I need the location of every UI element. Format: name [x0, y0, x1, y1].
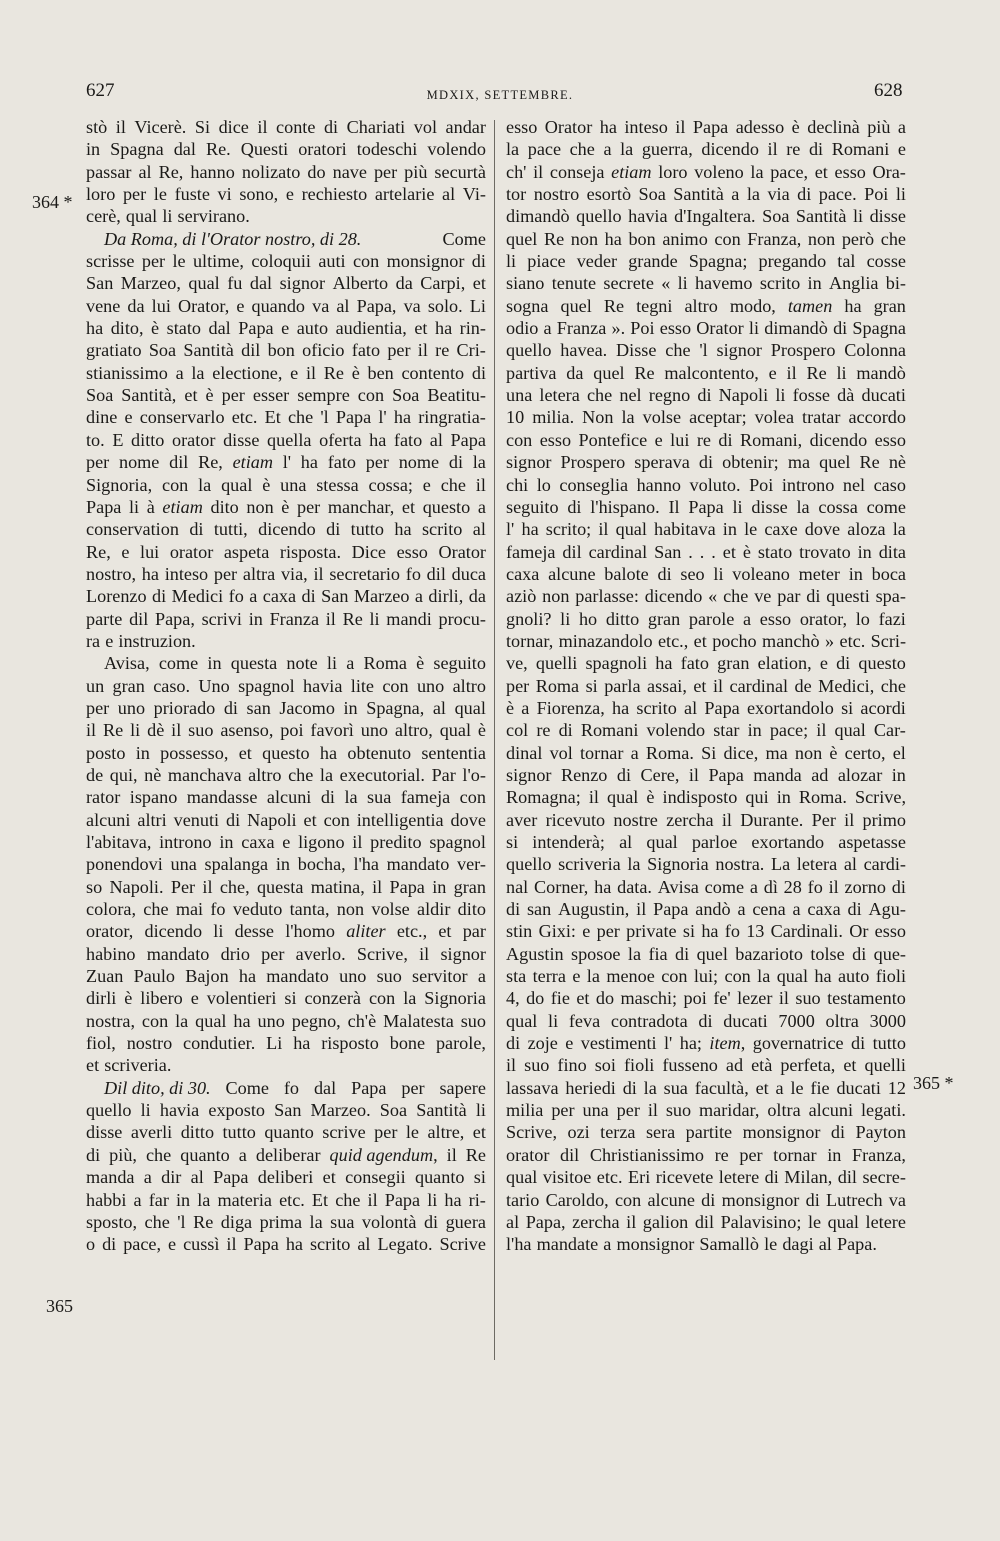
text-line: per uno priorado di san Jacomo in Spagna, al qual — [86, 697, 486, 718]
text-line: Soa Santità, et è per esser sempre con Soa Beatitu- — [86, 385, 486, 406]
text-line: di zoje e vestimenti l' ha; item, governatrice di tutto — [506, 1033, 906, 1054]
text-line: tornar, minazandolo etc., et pocho manchò » etc. Scri- — [506, 630, 906, 651]
page-number-left: 627 — [86, 80, 115, 101]
text-line: nostra, con la qual ha uno pegno, ch'è Malatesta suo — [86, 1010, 486, 1031]
text-line: col re di Romani volendo star in pace; il qual Car- — [506, 720, 906, 741]
text-line: Zuan Paulo Bajon ha mandato uno suo servitor a — [86, 966, 486, 987]
text-line: il Re li dè il suo asenso, poi favorì uno altro, qual è — [86, 720, 486, 741]
text-line: habbi a far in la materia etc. Et che il Papa li ha ri- — [86, 1189, 486, 1210]
text-line: Romagna; il qual è indisposto qui in Roma. Scrive, — [506, 787, 906, 808]
text-line: stianissimo a la electione, e il Re è ben contento di — [86, 362, 486, 383]
text-line: il suo fino soi fioli fusseno ad età perfeta, et quelli — [506, 1055, 906, 1076]
text-line: posto in possesso, et questo ha obtenuto sententia — [86, 742, 486, 763]
text-line: conservation di tutti, dicendo di tutto ha scrito al — [86, 519, 486, 540]
text-line: parte dil Papa, scrivi in Franza il Re li mandi procu- — [86, 608, 486, 629]
text-line: nostro, ha inteso per altra via, il secretario fo dil duca — [86, 563, 486, 584]
text-line: Papa li à etiam dito non è per manchar, et questo a — [86, 496, 486, 517]
text-line: ve, quelli spagnoli ha fato gran elation, e di questo — [506, 653, 906, 674]
running-title: MDXIX, SETTEMBRE. — [426, 88, 574, 102]
text-line: so Napoli. Per il che, questa matina, il Papa in gran — [86, 876, 486, 897]
text-line: per nome dil Re, etiam l' ha fato per nome di la — [86, 452, 486, 473]
text-line: rator ispano mandasse alcuni di la sua fameja con — [86, 787, 486, 808]
text-line: 4, do fie et do maschi; poi fe' lezer il suo testamento — [506, 988, 906, 1009]
text-line: scrisse per le ultime, coloquii auti con monsignor di — [86, 251, 486, 272]
text-column-right — [506, 116, 906, 1256]
text-line: lassava heriedi di la sua facultà, et a le fie ducati 12 — [506, 1077, 906, 1098]
text-line: signor Prospero sperava di obtenir; ma quel Re nè — [506, 452, 906, 473]
text-line: siano tenute secrete « li havemo scrito in Anglia bi- — [506, 273, 906, 294]
text-line: per Roma si parla assai, et il cardinal de Medici, che — [506, 675, 906, 696]
text-line: dimandò quello havia d'Ingaltera. Soa Santità li disse — [506, 206, 906, 227]
text-line: loro per le fuste vi sono, e rechiesto artelarie al Vi- — [86, 184, 486, 205]
text-line: sogna quel Re tegni altro modo, tamen ha gran — [506, 295, 906, 316]
text-line: manda a dir al Papa deliberi et consegii quanto si — [86, 1167, 486, 1188]
text-line: signor Renzo di Cere, il Papa manda ad alozar in — [506, 764, 906, 785]
text-line: si intenderà; al qual parloe exortando aspetasse — [506, 832, 906, 852]
text-line: Re, e lui orator aspeta risposta. Dice esso Orator — [86, 541, 486, 562]
text-line: dinal vol tornar a Roma. Si dice, ma non è certo, el — [506, 742, 906, 763]
text-line: nal Corner, ha data. Avisa come a dì 28 fo il zorno di — [506, 876, 906, 897]
text-line: stò il Vicerè. Si dice il conte di Chariati vol andar — [86, 117, 486, 137]
text-line: sposto, che 'l Re diga prima la sua volontà di guera — [86, 1211, 486, 1232]
text-line: passar al Re, hanno nolizato do nave per più securtà — [86, 161, 486, 182]
margin-note-left-top: 364 * — [32, 192, 73, 212]
text-line: chi lo conseglia hanno voluto. Poi introno nel caso — [506, 474, 906, 495]
text-line: odio a Franza ». Poi esso Orator li dimandò di Spagna — [506, 318, 906, 339]
text-line: vene da lui Orator, e quando va al Papa, va solo. Li — [86, 295, 486, 316]
text-line: fameja dil cardinal San . . . et è stato trovato in dita — [506, 541, 906, 562]
text-line: disse averli ditto tutto quanto scrive per le altre, et — [86, 1122, 486, 1143]
text-line: un gran caso. Uno spagnol havia lite con uno altro — [86, 675, 486, 696]
text-line: Agustin sposoe la fia di quel bazarioto tolse di que- — [506, 943, 906, 964]
text-line: l' ha scrito; il qual habitava in le caxe dove aloza la — [506, 519, 906, 540]
text-line: ch' il conseja etiam loro voleno la pace, et esso Ora- — [506, 161, 906, 182]
text-column-left — [86, 116, 486, 1256]
text-line: quello havea. Disse che 'l signor Prospero Colonna — [506, 340, 906, 361]
text-line: Signoria, con la qual è una stessa cossa; e che il — [86, 474, 486, 495]
text-line: to. E ditto orator disse quella oferta ha fato al Papa — [86, 429, 486, 450]
margin-note-right: 365 * — [913, 1073, 954, 1093]
text-line: ponendovi una spalanga in bocha, l'ha mandato ver- — [86, 854, 486, 875]
text-line: gnoli? li ho ditto gran parole a esso orator, lo fazi — [506, 608, 906, 629]
text-line: sta terra e la menoe con lui; con la qual ha auto fioli — [506, 966, 906, 987]
text-line: gratiato Soa Santità dil bon oficio fato per il re Cri- — [86, 340, 486, 361]
text-line: esso Orator ha inteso il Papa adesso è declinà più a — [506, 117, 906, 137]
text-line: aziò non parlasse: dicendo « che ve par di questi spa- — [506, 586, 906, 607]
text-line: qual visitoe etc. Eri ricevete letere di Milan, dil secre- — [506, 1167, 906, 1188]
text-line: l'abitava, introno in caxa e ligono il predito spagnol — [86, 832, 486, 852]
text-line: l'ha mandate a monsignor Samallò le dagi al Papa. — [506, 1234, 877, 1255]
text-line: in Spagna dal Re. Questi oratori todeschi volendo — [86, 139, 486, 160]
text-line: et scriveria. — [86, 1055, 172, 1076]
text-line: al Papa, zercha il galion dil Palavisino; le qual letere — [506, 1211, 906, 1232]
text-line: Avisa, come in questa note li a Roma è seguito — [104, 653, 486, 674]
text-line: orator, dicendo li desse l'homo aliter etc., et par — [86, 921, 486, 942]
text-line: la pace che a la guerra, dicendo il re di Romani e — [506, 139, 906, 160]
text-line: habino mandato drio per averlo. Scrive, il signor — [86, 943, 486, 964]
text-line: cerè, qual li servirano. — [86, 206, 250, 227]
text-line: aver ricevuto nostre zercha il Durante. Per il primo — [506, 809, 906, 830]
text-line: colora, che mai fo veduto tanta, non volse aldir dito — [86, 899, 486, 920]
text-line: di san Augustin, il Papa andò a cena a caxa di Agu- — [506, 899, 906, 920]
text-line: li piace veder grande Spagna; pregando tal cosse — [506, 251, 906, 272]
text-line: fiol, nostro condutier. Li ha risposto bone parole, — [86, 1033, 486, 1054]
text-line: stin Gixi: e per private si ha fo 13 Cardinali. Or esso — [506, 921, 906, 942]
text-line: San Marzeo, qual fu dal signor Alberto da Carpi, et — [86, 273, 486, 294]
text-line: seguito di l'hispano. Il Papa li disse la cossa come — [506, 496, 906, 517]
text-line: alcuni altri venuti di Napoli et con intelligentia dove — [86, 809, 486, 830]
text-line: con esso Pontefice e lui re di Romani, dicendo esso — [506, 429, 906, 450]
text-line: Da Roma, di l'Orator nostro, di 28. Come — [104, 228, 486, 249]
text-line: dine e conservarlo etc. Et che 'l Papa l' ha ringratia- — [86, 407, 486, 428]
page-number-right: 628 — [874, 80, 903, 101]
text-line: Lorenzo di Medici fo a caxa di San Marzeo a dirli, da — [86, 586, 486, 607]
text-line: ha dito, è stato dal Papa e auto audientia, et ha rin- — [86, 318, 486, 339]
text-line: milia per una per il suo maridar, oltra alcuni legati. — [506, 1100, 906, 1121]
text-line: dirli è libero e volentieri si conzerà con la Signoria — [86, 988, 486, 1009]
text-line: quel Re non ha bon animo con Franza, non però che — [506, 228, 906, 249]
text-line: tor nostro esortò Soa Santità a la via di pace. Poi li — [506, 184, 906, 205]
text-line: ra e instruzion. — [86, 630, 196, 651]
text-line: quello scriveria la Signoria nostra. La letera al cardi- — [506, 854, 906, 875]
text-line: 10 milia. Non la volse aceptar; volea tratar accordo — [506, 407, 906, 428]
text-line: tario Caroldo, con alcune di monsignor di Lutrech va — [506, 1189, 906, 1210]
text-line: orator dil Christianissimo re per tornar in Franza, — [506, 1144, 906, 1165]
text-line: Dil dito, di 30. Come fo dal Papa per sapere — [104, 1077, 486, 1098]
text-line: partiva da quel Re malcontento, e il Re li mandò — [506, 362, 906, 383]
text-line: de qui, nè manchava altro che la executorial. Par l'o- — [86, 764, 486, 785]
text-line: Scrive, ozi terza sera partite monsignor di Payton — [506, 1122, 906, 1143]
text-line: quello li havia exposto San Marzeo. Soa Santità li — [86, 1100, 486, 1121]
text-line: di più, che quanto a deliberar quid agendum, il Re — [86, 1144, 486, 1165]
text-line: qual li feva contradota di ducati 7000 oltra 3000 — [506, 1010, 906, 1031]
text-line: una letera che nel regno di Napoli li fosse dà ducati — [506, 385, 906, 406]
text-line: caxa alcune balote di seo li voleano meter in boca — [506, 563, 906, 584]
text-line: o di pace, e cussì il Papa ha scrito al Legato. Scrive — [86, 1234, 486, 1255]
text-line: è a Fiorenza, ha scrito al Papa exortandolo si acordi — [506, 697, 906, 718]
column-divider — [494, 120, 495, 1360]
margin-note-left-bottom: 365 — [46, 1296, 73, 1316]
